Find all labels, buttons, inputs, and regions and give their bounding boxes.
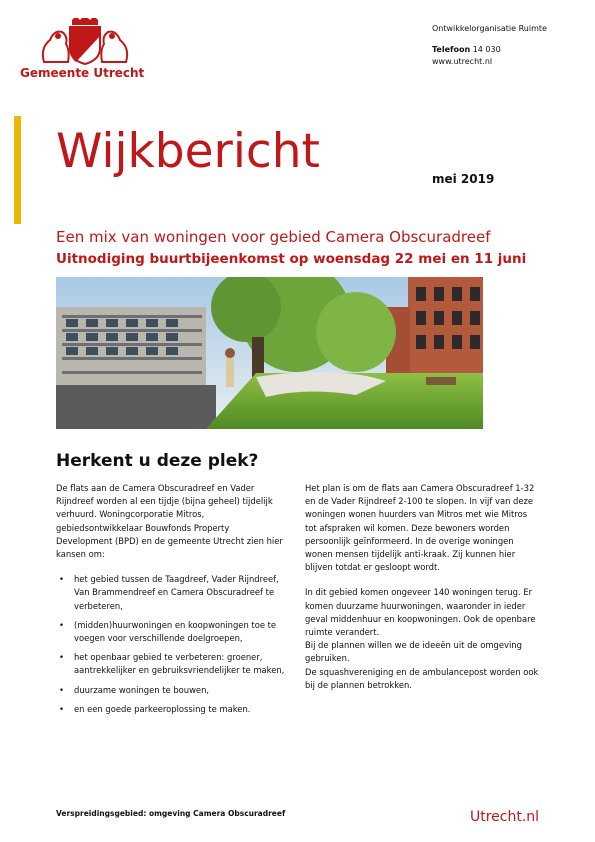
footer-website-link[interactable]: Utrecht.nl [470, 809, 540, 825]
phone-label: Telefoon [432, 45, 471, 54]
housing-paragraph: In dit gebied komen ongeveer 140 woningen terug. Er komen duurzame huurwoningen, waaronder in ieder geval middenhuur en koopwoningen. Ook de openbare ruimte verandert. [305, 587, 536, 638]
list-item: • het openbaar gebied te verbeteren: groener, aantrekkelijker en gebruiksvriendelijker te maken, [59, 652, 285, 676]
org-name: Gemeente Utrecht [20, 66, 145, 80]
list-item: • en een goede parkeeroplossing te maken. [56, 703, 286, 716]
ideas-paragraph: Bij de plannen willen we de ideeën uit de omgeving gebruiken. [305, 640, 522, 664]
list-item: • (midden)huurwoningen en koopwoningen toe te voegen voor verschillende doelgroepen, [59, 619, 277, 644]
phone-line [432, 45, 501, 54]
distribution-area: Verspreidingsgebied: omgeving Camera Obscuradreef [56, 809, 286, 818]
website-link[interactable]: www.utrecht.nl [432, 57, 493, 66]
phone-number: 14 030 [472, 45, 501, 54]
bullet-dot-icon: • [59, 703, 64, 714]
invitation-line: Uitnodiging buurtbijeenkomst op woensdag 22 mei en 11 juni [56, 251, 527, 267]
bullet-dot-icon: • [59, 574, 64, 585]
list-item: • het gebied tussen de Taagdreef, Vader Rijndreef, Van Brammendreef en Camera Obscuradreef te verbeteren, [59, 574, 279, 611]
left-column [56, 482, 286, 722]
plan-paragraph: Het plan is om de flats aan Camera Obscuradreef 1-32 en de Vader Rijndreef 2-100 te slopen. In vijf van deze woningen wonen huurders van Mitros met wie Mitros tot afspraken wil komen. Deze bewoners worden persoonlijk geïnformeerd. In de overige woningen wonen mensen tijdelijk anti-kraak. Zij kunnen hier blijven totdat er gesloopt wordt. [305, 483, 535, 573]
issue-date: mei 2019 [432, 172, 495, 186]
bullet-dot-icon: • [59, 684, 64, 695]
goals-list [56, 573, 286, 716]
area-photo [56, 277, 483, 429]
accent-bar [14, 116, 21, 224]
subtitle: Een mix van woningen voor gebied Camera Obscuradreef [56, 228, 491, 246]
list-item: • duurzame woningen te bouwen, [56, 684, 286, 697]
section-heading: Herkent u deze plek? [56, 451, 259, 471]
right-column [305, 482, 540, 692]
bullet-dot-icon: • [59, 652, 64, 663]
stakeholders-paragraph: De squashvereniging en de ambulancepost worden ook bij de plannen betrokken. [305, 666, 539, 690]
bullet-dot-icon: • [59, 619, 64, 630]
page-title: Wijkbericht [56, 124, 320, 179]
intro-paragraph: De flats aan de Camera Obscuradreef en Vader Rijndreef worden al een tijdje (bijna geheel) tijdelijk verhuurd. Woningcorporatie Mitros, gebiedsontwikkelaar Bouwfonds Property Development (BPD) en de gemeente Utrecht zien hier kansen om: [56, 483, 283, 560]
department-name: Ontwikkelorganisatie Ruimte [432, 24, 547, 33]
